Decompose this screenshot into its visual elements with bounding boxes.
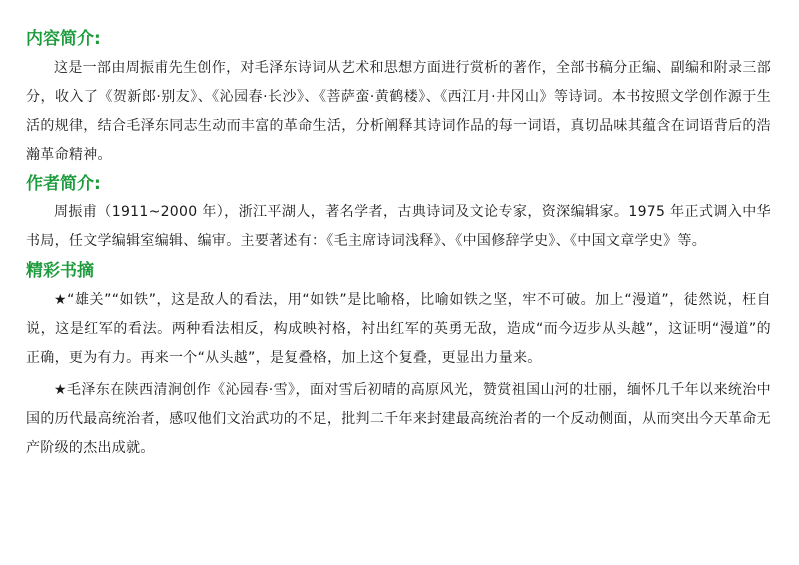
- content-intro-paragraph: 这是一部由周振甫先生创作，对毛泽东诗词从艺术和思想方面进行赏析的著作，全部书稿分正编、副编和附录三部分，收入了《贺新郎·别友》、《沁园春·长沙》、《菩萨蛮·黄鹤楼》、《西江月·井冈山》等诗词。本书按照文学创作源于生活的规律，结合毛泽东同志生动而丰富的革命生活，分析阐释其诗词作品的每一词语，真切品味其蕴含在词语背后的浩瀚革命精神。: [26, 60, 771, 163]
- author-intro-heading: 作者简介:: [26, 174, 101, 194]
- excerpt-paragraph: ★“雄关”“如铁”，这是敌人的看法，用“如铁”是比喻格，比喻如铁之坚，牢不可破。加上“漫道”，徒然说，枉自说，这是红军的看法。两种看法相反，构成映衬格，衬出红军的英勇无敌，造成“而今迈步从头越”，这证明“漫道”的正确，更为有力。再来一个“从头越”，是复叠格，加上这个复叠，更显出力量来。: [26, 292, 771, 366]
- author-intro-paragraph: 周振甫（1911~2000 年），浙江平湖人，著名学者，古典诗词及文论专家，资深编辑家。1975 年正式调入中华书局，任文学编辑室编辑、编审。主要著述有：《毛主席诗词浅释》、《中国修辞学史》、《中国文章学史》等。: [26, 204, 771, 249]
- excerpt-paragraph: ★毛泽东在陕西清涧创作《沁园春·雪》，面对雪后初晴的高原风光，赞赏祖国山河的壮丽，缅怀几千年以来统治中国的历代最高统治者，感叹他们文治武功的不足，批判二千年来封建最高统治者的一个反动侧面，从而突出今天革命无产阶级的杰出成就。: [26, 382, 771, 456]
- excerpts-section: [26, 260, 771, 463]
- content-intro-heading: 内容简介:: [26, 29, 101, 49]
- content-intro-section: [26, 28, 771, 170]
- author-intro-section: [26, 173, 771, 256]
- excerpts-heading: 精彩书摘: [26, 261, 94, 281]
